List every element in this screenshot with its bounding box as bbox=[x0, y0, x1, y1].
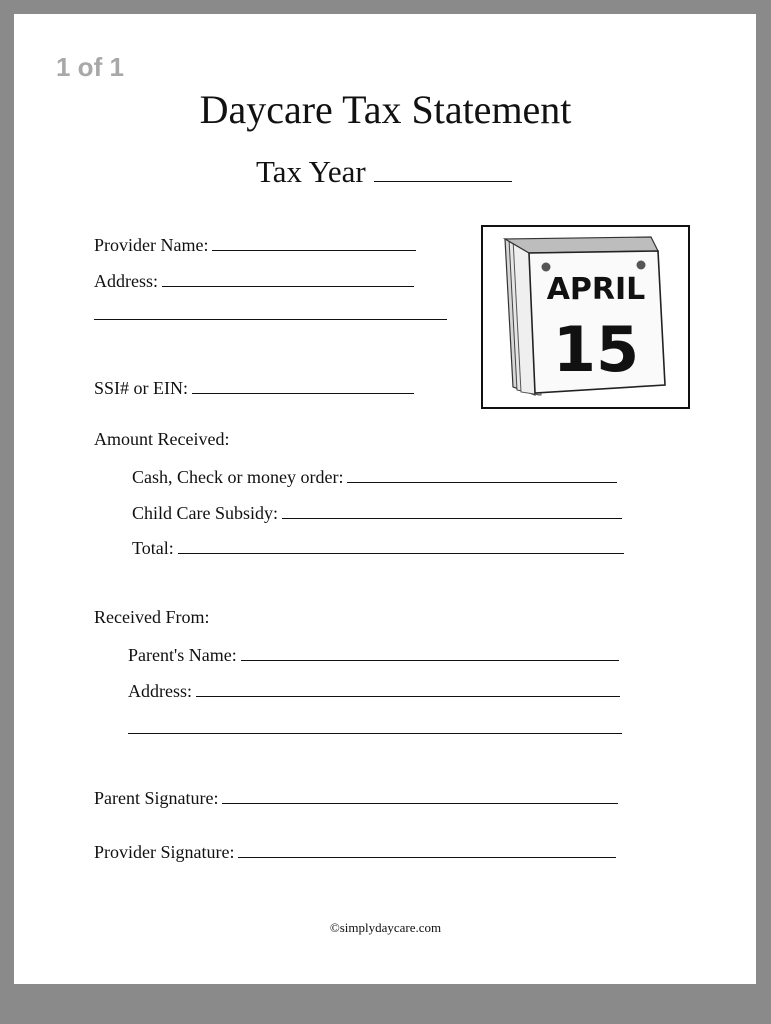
page-title: Daycare Tax Statement bbox=[199, 87, 572, 132]
provider-address-label: Address: bbox=[94, 271, 158, 291]
parent-signature-field[interactable] bbox=[94, 787, 618, 809]
page-indicator: 1 of 1 bbox=[56, 52, 124, 82]
calendar-image bbox=[481, 225, 690, 409]
parent-name-label: Parent's Name: bbox=[128, 645, 237, 665]
tax-year-label: Tax Year bbox=[256, 154, 366, 189]
provider-signature-line[interactable] bbox=[238, 841, 616, 858]
total-field[interactable] bbox=[132, 537, 624, 559]
ssi-ein-line[interactable] bbox=[192, 377, 414, 394]
ssi-ein-label: SSI# or EIN: bbox=[94, 378, 188, 398]
subsidy-label: Child Care Subsidy: bbox=[132, 503, 279, 523]
provider-name-line[interactable] bbox=[212, 234, 416, 251]
cash-check-label: Cash, Check or money order: bbox=[132, 467, 344, 487]
calendar-icon bbox=[483, 227, 688, 407]
ssi-ein-field[interactable] bbox=[94, 377, 414, 399]
total-label: Total: bbox=[132, 538, 174, 558]
cash-check-line[interactable] bbox=[347, 466, 617, 483]
calendar-day: 15 bbox=[552, 313, 640, 386]
parent-name-line[interactable] bbox=[241, 644, 619, 661]
tax-year-field[interactable] bbox=[256, 154, 512, 190]
provider-address-field[interactable] bbox=[94, 270, 414, 292]
parent-address-line-2[interactable] bbox=[128, 733, 622, 734]
total-line[interactable] bbox=[178, 537, 624, 554]
provider-address-line[interactable] bbox=[162, 270, 414, 287]
provider-signature-label: Provider Signature: bbox=[94, 842, 235, 862]
amount-received-heading: Amount Received: bbox=[94, 429, 230, 449]
copyright-footer: ©simplydaycare.com bbox=[329, 920, 442, 935]
provider-name-field[interactable] bbox=[94, 234, 416, 256]
parent-signature-label: Parent Signature: bbox=[94, 788, 219, 808]
provider-address-line-2[interactable] bbox=[94, 319, 447, 320]
parent-signature-line[interactable] bbox=[222, 787, 618, 804]
provider-name-label: Provider Name: bbox=[94, 235, 209, 255]
tax-year-line[interactable] bbox=[374, 157, 512, 182]
subsidy-field[interactable] bbox=[132, 502, 622, 524]
parent-address-line[interactable] bbox=[196, 680, 620, 697]
parent-address-label: Address: bbox=[128, 681, 192, 701]
subsidy-line[interactable] bbox=[282, 502, 622, 519]
received-from-heading: Received From: bbox=[94, 607, 210, 627]
provider-signature-field[interactable] bbox=[94, 841, 616, 863]
parent-name-field[interactable] bbox=[128, 644, 619, 666]
cash-check-field[interactable] bbox=[132, 466, 617, 488]
calendar-month: APRIL bbox=[546, 272, 646, 307]
parent-address-field[interactable] bbox=[128, 680, 620, 702]
